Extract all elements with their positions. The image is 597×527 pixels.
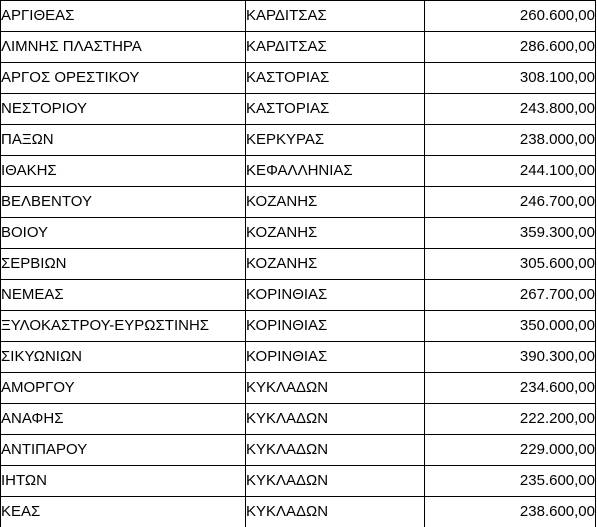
municipality-cell: ΙΗΤΩΝ: [1, 466, 246, 497]
municipality-cell: ΑΡΓΟΣ ΟΡΕΣΤΙΚΟΥ: [1, 63, 246, 94]
prefecture-cell: ΚΟΖΑΝΗΣ: [246, 218, 425, 249]
prefecture-cell: ΚΑΡΔΙΤΣΑΣ: [246, 32, 425, 63]
table-row: [1, 342, 596, 373]
municipality-cell: ΙΘΑΚΗΣ: [1, 156, 246, 187]
table-body: [1, 1, 596, 527]
table-row: [1, 63, 596, 94]
municipality-cell: ΑΝΑΦΗΣ: [1, 404, 246, 435]
table-row: [1, 373, 596, 404]
prefecture-cell: ΚΟΡΙΝΘΙΑΣ: [246, 311, 425, 342]
municipality-cell: ΑΡΓΙΘΕΑΣ: [1, 1, 246, 32]
municipality-cell: ΞΥΛΟΚΑΣΤΡΟΥ-ΕΥΡΩΣΤΙΝΗΣ: [1, 311, 246, 342]
municipality-cell: ΑΝΤΙΠΑΡΟΥ: [1, 435, 246, 466]
prefecture-cell: ΚΑΣΤΟΡΙΑΣ: [246, 63, 425, 94]
municipality-cell: ΣΙΚΥΩΝΙΩΝ: [1, 342, 246, 373]
amount-cell: 234.600,00: [425, 373, 596, 404]
municipality-cell: ΒΕΛΒΕΝΤΟΥ: [1, 187, 246, 218]
prefecture-cell: ΚΕΡΚΥΡΑΣ: [246, 125, 425, 156]
prefecture-cell: ΚΑΣΤΟΡΙΑΣ: [246, 94, 425, 125]
prefecture-cell: ΚΥΚΛΑΔΩΝ: [246, 466, 425, 497]
prefecture-cell: ΚΕΦΑΛΛΗΝΙΑΣ: [246, 156, 425, 187]
table-row: [1, 156, 596, 187]
amount-cell: 305.600,00: [425, 249, 596, 280]
prefecture-cell: ΚΑΡΔΙΤΣΑΣ: [246, 1, 425, 32]
prefecture-cell: ΚΟΡΙΝΘΙΑΣ: [246, 280, 425, 311]
table-row: [1, 280, 596, 311]
prefecture-cell: ΚΟΖΑΝΗΣ: [246, 249, 425, 280]
amount-cell: 246.700,00: [425, 187, 596, 218]
table-row: [1, 32, 596, 63]
table-row: [1, 1, 596, 32]
amount-cell: 229.000,00: [425, 435, 596, 466]
amount-cell: 238.600,00: [425, 497, 596, 527]
prefecture-cell: ΚΟΖΑΝΗΣ: [246, 187, 425, 218]
prefecture-cell: ΚΥΚΛΑΔΩΝ: [246, 435, 425, 466]
table-row: [1, 466, 596, 497]
amount-cell: 390.300,00: [425, 342, 596, 373]
amount-cell: 243.800,00: [425, 94, 596, 125]
municipality-cell: ΛΙΜΝΗΣ ΠΛΑΣΤΗΡΑ: [1, 32, 246, 63]
table-row: [1, 187, 596, 218]
amount-cell: 260.600,00: [425, 1, 596, 32]
amount-cell: 235.600,00: [425, 466, 596, 497]
prefecture-cell: ΚΥΚΛΑΔΩΝ: [246, 404, 425, 435]
prefecture-cell: ΚΥΚΛΑΔΩΝ: [246, 373, 425, 404]
municipality-cell: ΝΕΜΕΑΣ: [1, 280, 246, 311]
table-row: [1, 311, 596, 342]
municipality-cell: ΒΟΙΟΥ: [1, 218, 246, 249]
table-row: [1, 125, 596, 156]
amount-cell: 238.000,00: [425, 125, 596, 156]
amount-cell: 308.100,00: [425, 63, 596, 94]
municipality-cell: ΝΕΣΤΟΡΙΟΥ: [1, 94, 246, 125]
table-row: [1, 218, 596, 249]
amount-cell: 244.100,00: [425, 156, 596, 187]
table-row: [1, 435, 596, 466]
prefecture-cell: ΚΟΡΙΝΘΙΑΣ: [246, 342, 425, 373]
table-row: [1, 497, 596, 527]
amount-cell: 267.700,00: [425, 280, 596, 311]
amount-cell: 222.200,00: [425, 404, 596, 435]
amount-cell: 359.300,00: [425, 218, 596, 249]
amount-cell: 286.600,00: [425, 32, 596, 63]
municipality-cell: ΚΕΑΣ: [1, 497, 246, 527]
amount-cell: 350.000,00: [425, 311, 596, 342]
prefecture-cell: ΚΥΚΛΑΔΩΝ: [246, 497, 425, 527]
table-row: [1, 249, 596, 280]
municipality-cell: ΣΕΡΒΙΩΝ: [1, 249, 246, 280]
table-row: [1, 94, 596, 125]
municipality-cell: ΑΜΟΡΓΟΥ: [1, 373, 246, 404]
municipality-cell: ΠΑΞΩΝ: [1, 125, 246, 156]
table-row: [1, 404, 596, 435]
